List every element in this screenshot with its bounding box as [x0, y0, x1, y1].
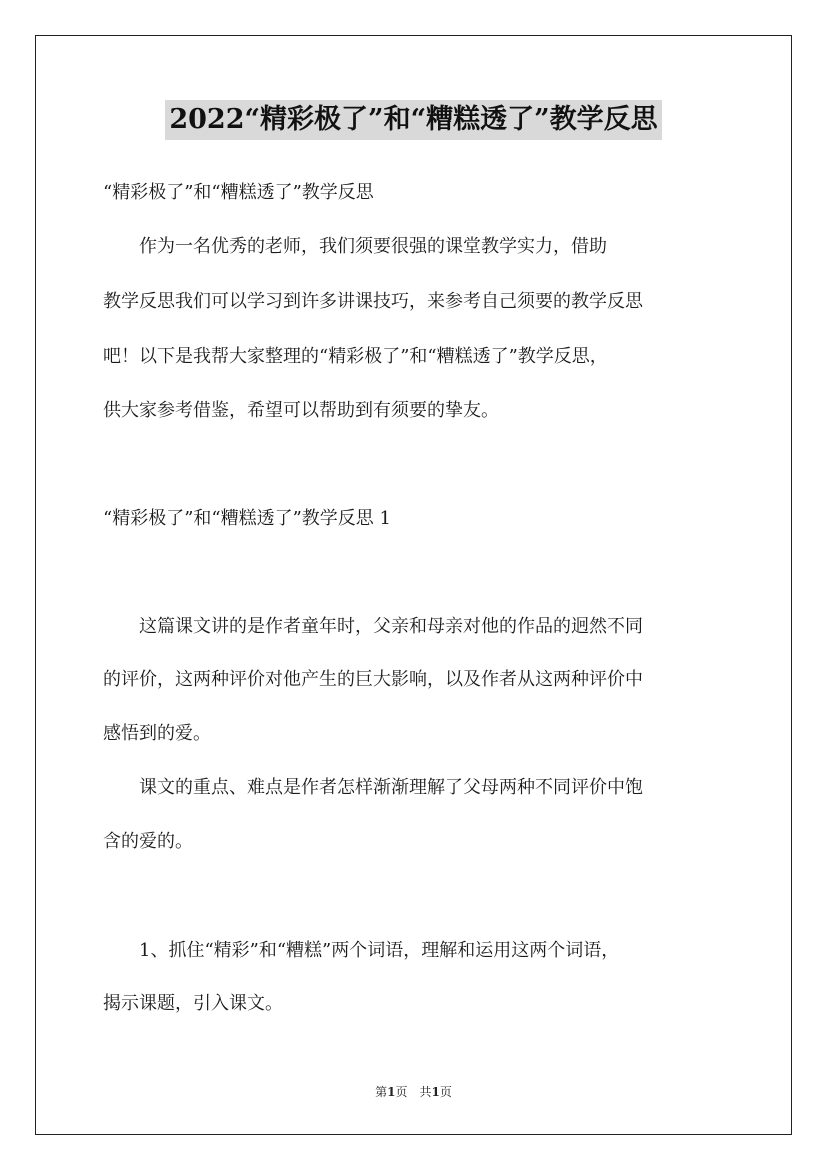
- para2-line-1: 课文的重点、难点是作者怎样渐渐理解了父母两种不同评价中饱: [103, 777, 643, 798]
- page-footer: [0, 1084, 827, 1100]
- intro-line-3: 吧！以下是我帮大家整理的“精彩极了”和“糟糕透了”教学反思，: [103, 346, 608, 367]
- para3-line-2: 揭示课题，引入课文。: [103, 993, 283, 1014]
- footer-middle: 页 共: [395, 1085, 432, 1099]
- document-title: 2022“精彩极了”和“糟糕透了”教学反思: [165, 100, 661, 140]
- title-container: [0, 100, 827, 140]
- para3-line-1: 1、抓住“精彩”和“糟糕”两个词语，理解和运用这两个词语，: [103, 940, 620, 961]
- para1-line-2: 的评价，这两种评价对他产生的巨大影响，以及作者从这两种评价中: [103, 669, 643, 690]
- intro-line-2: 教学反思我们可以学习到许多讲课技巧，来参考自己须要的教学反思: [103, 291, 643, 312]
- intro-line-1: 作为一名优秀的老师，我们须要很强的课堂教学实力，借助: [103, 236, 607, 257]
- footer-suffix: 页: [439, 1085, 452, 1099]
- para1-line-3: 感悟到的爱。: [103, 723, 211, 744]
- para2-line-2: 含的爱的。: [103, 831, 193, 852]
- intro-line-4: 供大家参考借鉴，希望可以帮助到有须要的挚友。: [103, 400, 499, 421]
- para1-line-1: 这篇课文讲的是作者童年时，父亲和母亲对他的作品的迥然不同: [103, 616, 643, 637]
- footer-total-pages: 1: [431, 1085, 440, 1099]
- document-subtitle: “精彩极了”和“糟糕透了”教学反思: [103, 182, 374, 203]
- footer-prefix: 第: [375, 1085, 388, 1099]
- section-heading: “精彩极了”和“糟糕透了”教学反思 1: [103, 508, 391, 529]
- footer-current-page: 1: [387, 1085, 396, 1099]
